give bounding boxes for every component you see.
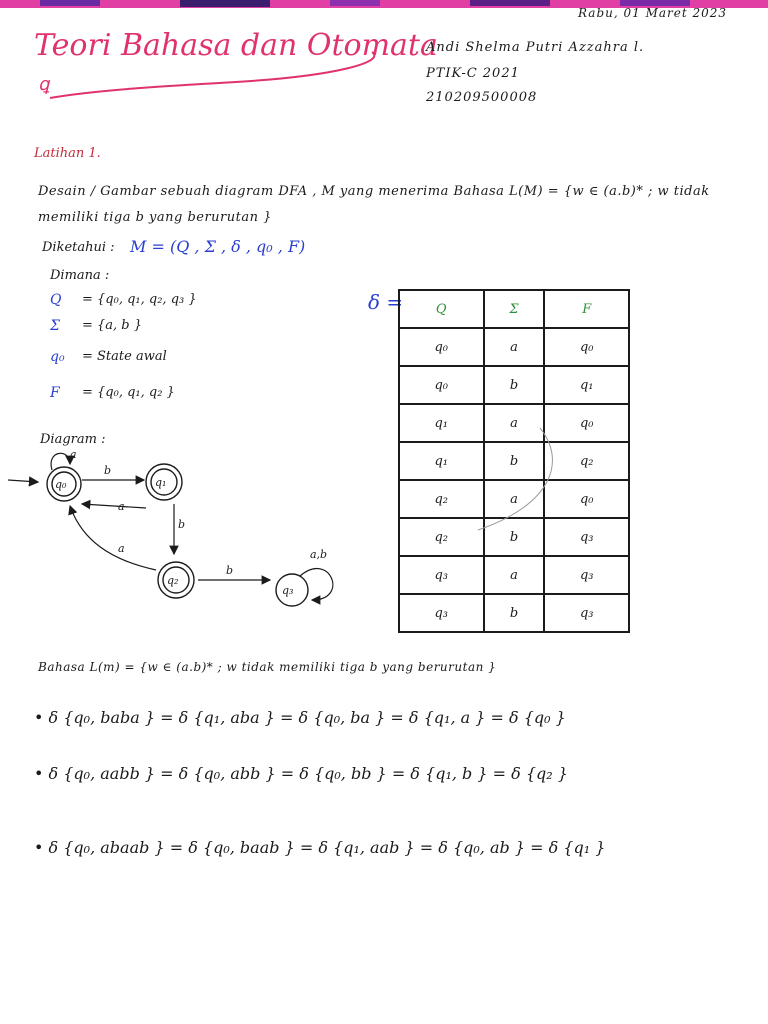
table-row	[399, 366, 629, 404]
loop-q3	[300, 569, 333, 600]
table-header-cell: Q	[399, 290, 484, 328]
table-cell: q₃	[399, 556, 484, 594]
machine-tuple: M = (Q , Σ , δ , q₀ , F)	[130, 237, 306, 256]
delta-label: δ =	[368, 290, 404, 314]
table-cell: b	[484, 442, 545, 480]
table-cell: a	[484, 404, 545, 442]
def-value: = {q₀, q₁, q₂, q₃ }	[82, 292, 197, 307]
table-cell: b	[484, 594, 545, 632]
edge-label: a	[118, 542, 125, 555]
author-nim: 210209500008	[426, 90, 538, 105]
state-label: q₂	[167, 574, 179, 587]
table-header-cell: Σ	[484, 290, 545, 328]
state-q0	[47, 467, 81, 501]
proof-line: • δ {q₀, aabb } = δ {q₀, abb } = δ {q₀, bb } = δ {q₁, b } = δ {q₂ }	[34, 764, 568, 783]
table-cell: q₂	[544, 442, 629, 480]
table-cell: q₂	[399, 480, 484, 518]
title-underline	[36, 48, 376, 100]
state-label: q₃	[282, 584, 294, 597]
def-symbol: q₀	[50, 349, 65, 365]
start-arrow	[8, 480, 38, 482]
problem-line-2: memiliki tiga b yang berurutan }	[38, 210, 272, 225]
edge-label: b	[226, 564, 234, 577]
table-cell: q₃	[399, 594, 484, 632]
table-row	[399, 556, 629, 594]
problem-line-1: Desain / Gambar sebuah diagram DFA , M yang menerima Bahasa L(M) = {w ∈ (a.b)* ; w tidak	[38, 184, 710, 199]
state-q2	[158, 562, 194, 598]
state-q3	[276, 574, 308, 606]
table-cell: b	[484, 518, 545, 556]
def-symbol: F	[50, 385, 60, 401]
diagram-label: Diagram :	[40, 432, 106, 447]
date: Rabu, 01 Maret 2023	[578, 6, 728, 20]
edge-label: a	[70, 448, 77, 461]
table-cell: q₁	[399, 442, 484, 480]
language-statement: Bahasa L(m) = {w ∈ (a.b)* ; w tidak memiliki tiga b yang berurutan }	[38, 660, 497, 674]
table-cell: q₀	[399, 328, 484, 366]
def-value: = State awal	[82, 349, 167, 364]
table-cell: q₀	[544, 328, 629, 366]
author-name: Andi Shelma Putri Azzahra l.	[426, 40, 645, 55]
table-header-row	[399, 290, 629, 328]
table-cell: q₁	[544, 366, 629, 404]
state-q1	[146, 464, 182, 500]
edge-q2-q0	[70, 506, 156, 570]
table-cell: a	[484, 556, 545, 594]
pencil-stroke	[470, 420, 570, 540]
def-symbol: Q	[50, 292, 62, 308]
exercise-heading: Latihan 1.	[34, 146, 101, 161]
proof-line: • δ {q₀, abaab } = δ {q₀, baab } = δ {q₁, aab } = δ {q₀, ab } = δ {q₁ }	[34, 838, 606, 857]
table-cell: q₃	[544, 594, 629, 632]
table-row	[399, 594, 629, 632]
known-label: Diketahui :	[42, 240, 115, 255]
table-cell: a	[484, 480, 545, 518]
edge-label: a	[118, 500, 125, 513]
table-header-cell: F	[544, 290, 629, 328]
proof-line: • δ {q₀, baba } = δ {q₁, aba } = δ {q₀, ba } = δ {q₁, a } = δ {q₀ }	[34, 708, 566, 727]
table-cell: a	[484, 328, 545, 366]
def-value: = {q₀, q₁, q₂ }	[82, 385, 175, 400]
table-cell: q₁	[399, 404, 484, 442]
table-cell: q₃	[544, 518, 629, 556]
table-cell: q₀	[399, 366, 484, 404]
table-cell: q₂	[399, 518, 484, 556]
definitions-label: Dimana :	[50, 268, 110, 283]
edge-label: b	[104, 464, 112, 477]
dfa-diagram	[0, 430, 360, 630]
table-cell: q₃	[544, 556, 629, 594]
table-row	[399, 328, 629, 366]
def-value: = {a, b }	[82, 318, 143, 333]
edge-label: a,b	[310, 548, 328, 561]
table-cell: q₀	[544, 404, 629, 442]
page-title: Teori Bahasa dan Otomata	[34, 28, 438, 63]
edge-q1-q0	[82, 504, 146, 508]
title-mark: ꝗ	[38, 74, 50, 95]
author-class: PTIK-C 2021	[426, 66, 520, 81]
table-cell: b	[484, 366, 545, 404]
state-label: q₀	[55, 478, 67, 491]
table-cell: q₀	[544, 480, 629, 518]
def-symbol: Σ	[50, 318, 60, 334]
state-label: q₁	[155, 476, 167, 489]
edge-label: b	[178, 518, 186, 531]
